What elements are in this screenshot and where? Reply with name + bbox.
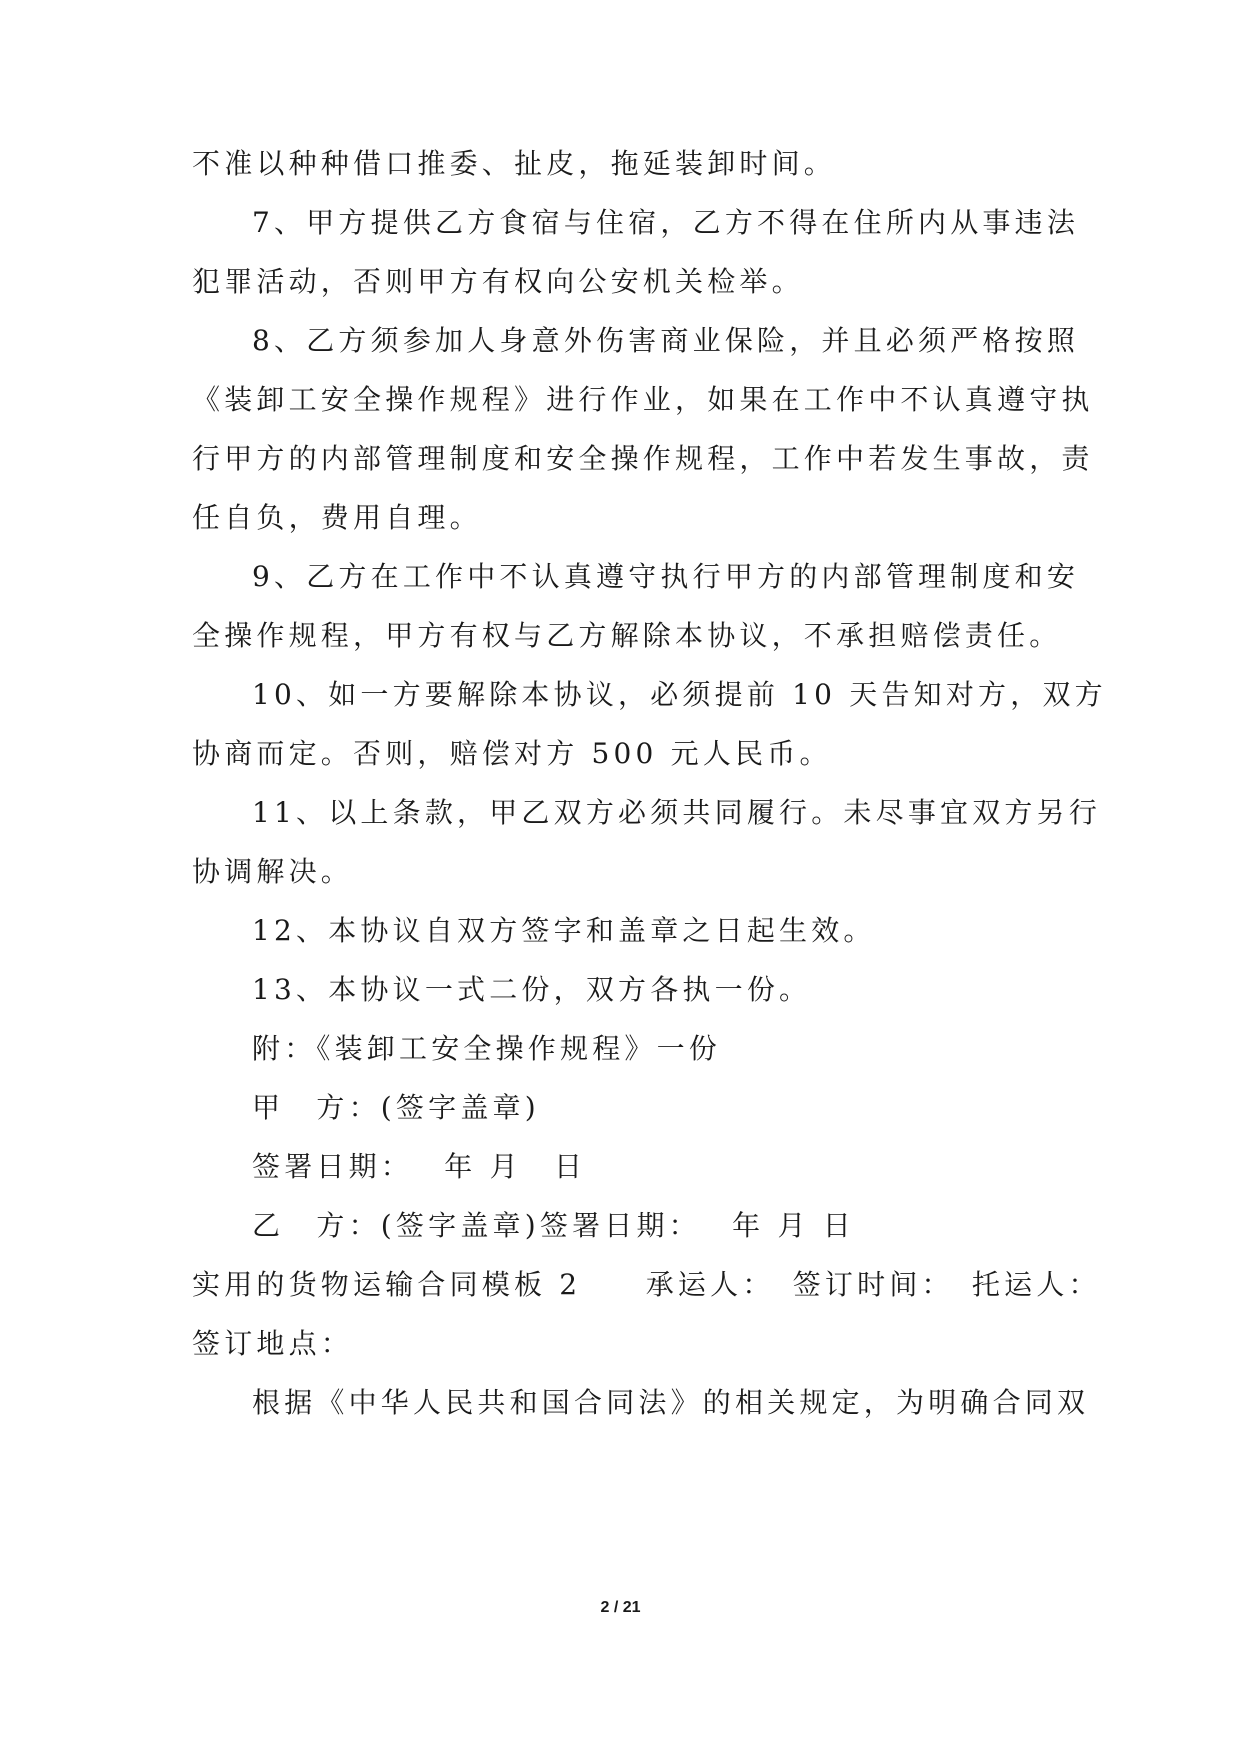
- page-number: 2 / 21: [600, 1599, 641, 1616]
- text-line: 7、甲方提供乙方食宿与住宿，乙方不得在住所内从事违法: [252, 206, 1080, 239]
- text-line: 11、以上条款，甲乙双方必须共同履行。未尽事宜双方另行: [252, 796, 1102, 829]
- text-line: 协调解决。: [192, 855, 354, 888]
- text-line: 不准以种种借口推委、扯皮，拖延装卸时间。: [192, 147, 837, 180]
- text-line: 签署日期： 年 月 日: [252, 1150, 587, 1183]
- text-line: 甲 方：(签字盖章): [252, 1091, 540, 1124]
- text-line: 任自负，费用自理。: [192, 501, 482, 534]
- text-line: 9、乙方在工作中不认真遵守执行甲方的内部管理制度和安: [252, 560, 1080, 593]
- text-line: 行甲方的内部管理制度和安全操作规程，工作中若发生事故，责: [192, 442, 1094, 475]
- text-line: 《装卸工安全操作规程》进行作业，如果在工作中不认真遵守执: [192, 383, 1094, 416]
- text-line: 签订地点：: [192, 1327, 354, 1360]
- text-line: 实用的货物运输合同模板 2 承运人： 签订时间： 托运人：: [192, 1268, 1101, 1301]
- text-line: 全操作规程，甲方有权与乙方解除本协议，不承担赔偿责任。: [192, 619, 1062, 652]
- text-line: 乙 方：(签字盖章)签署日期： 年 月 日: [252, 1209, 855, 1242]
- text-line: 12、本协议自双方签字和盖章之日起生效。: [252, 914, 876, 947]
- text-line: 根据《中华人民共和国合同法》的相关规定，为明确合同双: [252, 1386, 1090, 1419]
- text-line: 附：《装卸工安全操作规程》一份: [252, 1032, 722, 1065]
- text-line: 协商而定。否则，赔偿对方 500 元人民币。: [192, 737, 832, 770]
- text-line: 13、本协议一式二份，双方各执一份。: [252, 973, 812, 1006]
- text-line: 8、乙方须参加人身意外伤害商业保险，并且必须严格按照: [252, 324, 1080, 357]
- text-line: 10、如一方要解除本协议，必须提前 10 天告知对方，双方: [252, 678, 1107, 711]
- text-line: 犯罪活动，否则甲方有权向公安机关检举。: [192, 265, 804, 298]
